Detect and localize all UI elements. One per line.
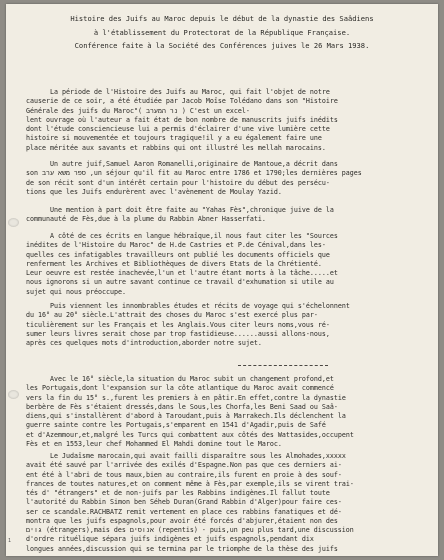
- text-line: quelles ces infatigables travailleurs ont publié les documents officiels que: [26, 250, 330, 259]
- text-line: longues années,discussion qui se termina par le triomphe de la thèse des juifs: [26, 544, 338, 553]
- text-line: inédites de l'Histoire du Maroc" de H.de Castries et P.de Cénival,dans les-: [26, 241, 326, 250]
- text-line: dont l'étude consciencieuse lui a permis d'éclairer d'une vive lumière cette: [26, 125, 330, 133]
- text-line: Leur oeuvre est restée inachevée,l'un et l'autre étant morts à la tâche.....et: [26, 269, 338, 277]
- text-line: frances de toutes natures,et on comment même à Fès,par exemple,ils se virent trai-: [26, 479, 354, 488]
- text-line: La période de l'Histoire des Juifs au Maroc, qui fait l'objet de notre: [50, 88, 330, 96]
- text-line: causerie de ce soir, a été étudiée par Jacob Moïse Tolédano dans son "Histoire: [26, 97, 338, 106]
- text-line: guerre sainte contre les Portugais,s'emparent en 1541 d'Agadir,puis de Safé: [26, 421, 326, 430]
- text-line: Avec le 16° siècle,la situation du Maroc subit un changement profond,et: [50, 375, 334, 383]
- text-line: place méritée aux savants et rabbins qui ont illustré les mellah marocains.: [26, 143, 326, 152]
- text-line: diens,qui s'installèrent d'abord à Taroudant,puis à Marrakech.Ils déclenchent la: [26, 412, 346, 420]
- text-line: tions que les Juifs endurèrent avec l'avènement de Moulay Yazid.: [26, 187, 282, 196]
- text-line: ticulièrement sur les Français et les Anglais.Vous citer leurs noms,vous ré-: [26, 320, 330, 329]
- text-line: vers la fin du 15° s.,furent les premiers à en pâtir.En effet,contre la dynastie: [26, 393, 346, 402]
- text-line: sujet qui nous préoccupe.: [26, 287, 126, 296]
- text-line: histoire si mouvementée et toujours tragique!il y a eu également faire une: [26, 134, 322, 143]
- text-line: lent ouvrage où l'auteur a fait état de bon nombre de manuscrits juifs inédits: [26, 115, 338, 124]
- text-line: Fès et en 1553,leur chef Mohammed El Mahdi domine tout le Maroc.: [26, 439, 282, 448]
- text-line: après ces quelques mots d'introduction,aborder notre sujet.: [26, 339, 262, 347]
- document-page: [6, 4, 438, 556]
- text-line: du 16° au 20° siècle.L'attrait des choses du Maroc s'est exercé plus par-: [26, 311, 318, 320]
- text-line: son ספר משא ערב ,un séjour qu'il fit au Maroc entre 1786 et 1790;les dernières pages: [26, 169, 362, 178]
- paragraph-judaisme: [26, 452, 424, 554]
- text-line: communauté de Fès,due à la plume du Rabbin Abner Hasserfati.: [26, 215, 266, 224]
- text-line: montra que les juifs espagnols,pour avoir été forcés d'abjurer,étaient non des: [26, 516, 338, 525]
- paragraph-sources: [26, 232, 424, 297]
- section-divider: [238, 365, 328, 366]
- text-line: Un autre juif,Samuel Aaron Romanelli,originaire de Mantoue,a décrit dans: [50, 160, 338, 168]
- text-line: tés d' "étrangers" et de non-juifs par les Rabbins indigènes.Il fallut toute: [26, 489, 330, 497]
- text-line: גוים (étrangers),mais des אנוסים (repentis) - puis,un peu plus tard,une discussion: [26, 526, 354, 534]
- text-line: Le Judaïsme marocain,qui avait failli disparaître sous les Almohades,xxxxx: [50, 452, 346, 460]
- text-line: sumer leurs livres serait chose par trop fastidieuse......aussi allons-nous,: [26, 329, 330, 338]
- paragraph-yahas-fes: [26, 206, 424, 225]
- text-line: et d'Azemmour,et,malgré les Turcs qui combattent aux côtés des Wattasides,occupent: [26, 430, 354, 439]
- text-line: renferment les Archives et Bibliothèques de divers Etats de la Chrétienté.: [26, 259, 322, 268]
- text-line: ser ce scandale.RACHBATZ remit vertement en place ces rabbins fanatiques et dé-: [26, 507, 342, 516]
- paragraph-toledano: [26, 88, 424, 153]
- text-line: A côté de ces écrits en langue hébraïque,il nous faut citer les "Sources: [50, 232, 338, 240]
- text-line: l'autorité du Rabbin Simon ben Séheb Duran(Grand Rabbin d'Alger)pour faire ces-: [26, 498, 342, 507]
- paragraph-16th-century: [26, 375, 424, 449]
- text-line: nous ignorons si un autre savant continue ce travail d'exhumation si utile au: [26, 278, 334, 287]
- text-line: avait été sauvé par l'arrivée des exilés d'Espagne.Non pas que ces derniers ai-: [26, 461, 342, 470]
- text-line: de son récit sont d'un intérêt certain pour l'histoire du début des persécu-: [26, 178, 330, 187]
- text-line: les Portugais,dont l'expansion sur la côte atlantique du Maroc avait commencé: [26, 384, 334, 393]
- text-line: Une mention à part doit être faite au "Yahas Fès",chronique juive de la: [50, 206, 334, 214]
- document-title: Histoire des Juifs au Maroc depuis le début de la dynastie des Saâdiens: [70, 14, 374, 23]
- punch-hole: [8, 218, 19, 227]
- text-line: d'ordre rituélique sépara juifs indigènes et juifs espagnols,pendant dix: [26, 535, 314, 544]
- text-line: Générale des juifs du Maroc"( נר המערב ) C'est un excel-: [26, 106, 250, 115]
- document-subtitle: à l'établissement du Protectorat de la République Française.: [93, 28, 351, 37]
- text-line: berbère de Fès s'étaient dressés,dans le Sous,les Chorfa,les Beni Saad ou Saâ-: [26, 402, 338, 411]
- paragraph-romanelli: [26, 160, 424, 197]
- page-number: 1: [8, 538, 12, 544]
- paragraph-voyages: [26, 302, 424, 348]
- text-line: Puis viennent les innombrables études et récits de voyage qui s'échelonnent: [50, 302, 350, 310]
- text-line: ent été à l'abri de tous maux,bien au contraire,ils furent en proie à des souf-: [26, 470, 342, 479]
- conference-note: Conférence faite à la Société des Conférences juives le 26 Mars 1938.: [74, 41, 370, 50]
- punch-hole: [8, 390, 19, 399]
